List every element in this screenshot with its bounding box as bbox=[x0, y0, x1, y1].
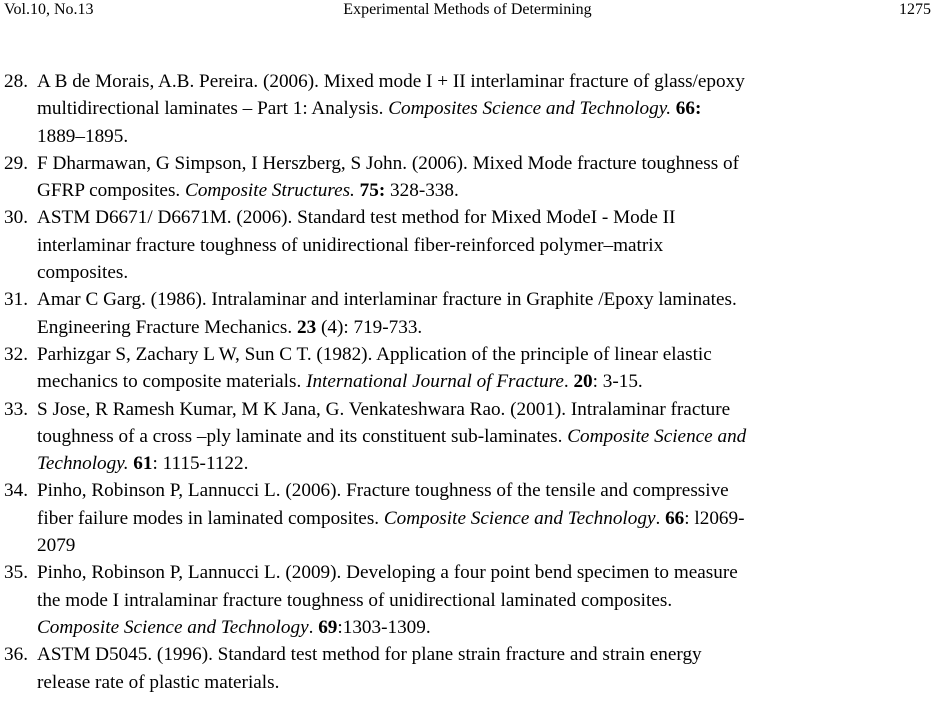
volume-number: 69 bbox=[318, 616, 338, 638]
reference-text: release rate of plastic materials. bbox=[37, 671, 280, 693]
reference-text: GFRP composites. bbox=[37, 180, 186, 202]
volume-number: 23 bbox=[297, 316, 317, 338]
reference-text: the mode I intralaminar fracture toughness of unidirectional laminated composites. bbox=[37, 589, 673, 611]
reference-line bbox=[37, 477, 933, 504]
reference-line bbox=[37, 396, 933, 423]
volume-number: 66 bbox=[665, 507, 685, 529]
reference-number: 32. bbox=[4, 343, 28, 365]
reference-text: toughness of a cross –ply laminate and its constituent sub-laminates. bbox=[37, 425, 568, 447]
reference-item bbox=[0, 341, 935, 396]
journal-title: Composite Structures. bbox=[185, 180, 355, 202]
reference-item bbox=[0, 559, 935, 641]
reference-text: . bbox=[563, 371, 574, 393]
reference-text: interlaminar fracture toughness of unidirectional fiber-reinforced polymer–matrix bbox=[37, 234, 664, 256]
reference-line bbox=[37, 614, 933, 641]
reference-text: Engineering Fracture Mechanics. bbox=[37, 316, 297, 338]
volume-number: 20 bbox=[573, 371, 593, 393]
reference-text: fiber failure modes in laminated composites. bbox=[37, 507, 384, 529]
reference-text: :1303-1309. bbox=[337, 616, 431, 638]
reference-text: composites. bbox=[37, 262, 129, 284]
reference-line bbox=[37, 95, 933, 122]
reference-text: F Dharmawan, G Simpson, I Herszberg, S John. (2006). Mixed Mode fracture toughness of bbox=[37, 152, 740, 174]
volume-issue: Vol.10, No.13 bbox=[4, 1, 94, 18]
reference-line bbox=[37, 505, 933, 532]
reference-text: (4): 719-733. bbox=[316, 316, 423, 338]
reference-text: : 3-15. bbox=[592, 371, 643, 393]
journal-title: International Journal of Fracture bbox=[306, 371, 564, 393]
running-title: Experimental Methods of Determining bbox=[343, 1, 592, 18]
reference-number: 30. bbox=[4, 207, 28, 229]
reference-line bbox=[37, 559, 933, 586]
reference-item bbox=[0, 477, 935, 559]
reference-item bbox=[0, 68, 935, 150]
reference-line bbox=[37, 259, 933, 286]
volume-number: 61 bbox=[133, 453, 153, 475]
reference-item bbox=[0, 150, 935, 205]
reference-text: 1889–1895. bbox=[37, 125, 129, 147]
reference-item bbox=[0, 204, 935, 286]
reference-line bbox=[37, 123, 933, 150]
reference-text: ASTM D5045. (1996). Standard test method for plane strain fracture and strain energy bbox=[37, 644, 702, 666]
running-header bbox=[0, 0, 935, 22]
reference-number: 29. bbox=[4, 152, 28, 174]
reference-number: 33. bbox=[4, 398, 28, 420]
reference-text: Amar C Garg. (1986). Intralaminar and interlaminar fracture in Graphite /Epoxy laminates. bbox=[37, 289, 737, 311]
reference-text: . bbox=[308, 616, 319, 638]
reference-item bbox=[0, 641, 935, 696]
reference-number: 35. bbox=[4, 562, 28, 584]
reference-number: 31. bbox=[4, 289, 28, 311]
volume-number: 75: bbox=[359, 180, 386, 202]
reference-line bbox=[37, 450, 933, 477]
reference-text: multidirectional laminates – Part 1: Analysis. bbox=[37, 98, 389, 120]
reference-text: 2079 bbox=[37, 535, 76, 557]
reference-list bbox=[0, 68, 935, 696]
reference-text: : l2069- bbox=[684, 507, 745, 529]
reference-item bbox=[0, 286, 935, 341]
journal-title: Composite Science and Technology bbox=[383, 507, 656, 529]
reference-text: : 1115-1122. bbox=[152, 453, 249, 475]
reference-line bbox=[37, 669, 933, 696]
reference-number: 36. bbox=[4, 644, 28, 666]
reference-line bbox=[37, 587, 933, 614]
reference-line bbox=[37, 286, 933, 313]
reference-line bbox=[37, 641, 933, 668]
reference-line bbox=[37, 68, 933, 95]
reference-line bbox=[37, 314, 933, 341]
journal-title: Composites Science and Technology. bbox=[388, 98, 671, 120]
reference-line bbox=[37, 368, 933, 395]
reference-line bbox=[37, 204, 933, 231]
journal-title: Technology. bbox=[37, 453, 129, 475]
reference-text: . bbox=[655, 507, 666, 529]
reference-line bbox=[37, 232, 933, 259]
reference-number: 34. bbox=[4, 480, 28, 502]
reference-text: S Jose, R Ramesh Kumar, M K Jana, G. Venkateshwara Rao. (2001). Intralaminar fracture bbox=[37, 398, 731, 420]
reference-line bbox=[37, 532, 933, 559]
reference-item bbox=[0, 396, 935, 478]
reference-text: Pinho, Robinson P, Lannucci L. (2009). Developing a four point bend specimen to measure bbox=[37, 562, 738, 584]
volume-number: 66: bbox=[675, 98, 702, 120]
reference-text: A B de Morais, A.B. Pereira. (2006). Mixed mode I + II interlaminar fracture of glass/epoxy bbox=[37, 71, 745, 92]
reference-text: Pinho, Robinson P, Lannucci L. (2006). Fracture toughness of the tensile and compressive bbox=[37, 480, 729, 502]
reference-number: 28. bbox=[4, 71, 28, 92]
reference-line bbox=[37, 177, 933, 204]
reference-line bbox=[37, 150, 933, 177]
reference-line bbox=[37, 423, 933, 450]
reference-line bbox=[37, 341, 933, 368]
journal-title: Composite Science and Technology bbox=[37, 616, 309, 638]
reference-text: mechanics to composite materials. bbox=[37, 371, 307, 393]
page-number: 1275 bbox=[899, 1, 931, 18]
reference-text: Parhizgar S, Zachary L W, Sun C T. (1982). Application of the principle of linear elastic bbox=[37, 343, 712, 365]
reference-text: 328-338. bbox=[385, 180, 459, 202]
journal-title: Composite Science and bbox=[567, 425, 747, 447]
reference-text: ASTM D6671/ D6671M. (2006). Standard test method for Mixed ModeI - Mode II bbox=[37, 207, 676, 229]
